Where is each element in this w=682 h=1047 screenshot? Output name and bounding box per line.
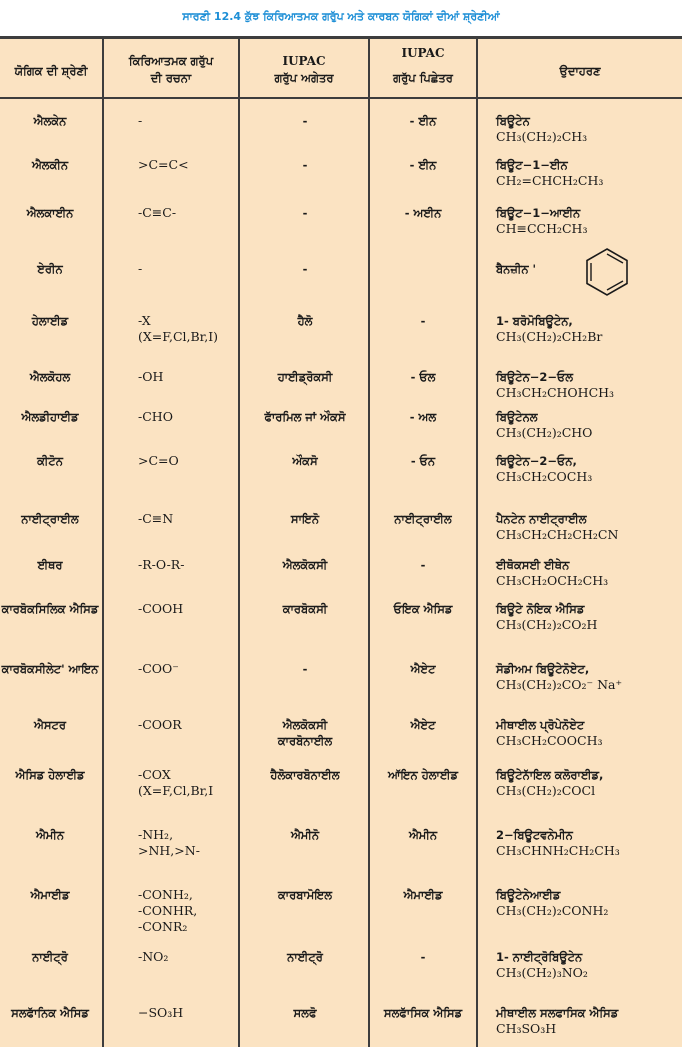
table-cell-iupac-prefix [242, 1005, 368, 1021]
cell-text-line: - [138, 261, 143, 276]
column-divider [102, 39, 104, 1047]
cell-text: ਐਮੀਨ [35, 828, 65, 842]
cell-text-line: -C≡C- [138, 205, 177, 220]
table-cell-compound-class [0, 261, 100, 277]
table-cell-iupac-prefix [242, 369, 368, 385]
cell-text-line: ਪੈਨਟੇਨ ਨਾਈਟ੍ਰਾਈਲ [496, 512, 587, 526]
cell-text-line: - [302, 158, 308, 172]
cell-text-line: CH₃CH₂OCH₂CH₃ [496, 573, 609, 588]
table-cell-compound-class [0, 601, 100, 617]
cell-text-line: ਸਲਫਾੱਸਿਕ ਐਸਿਡ [383, 1006, 463, 1020]
cell-text-line: CH₃(CH₂)₂CO₂H [496, 617, 598, 632]
cell-text-line: CH₃CH₂COCH₃ [496, 469, 593, 484]
table-cell-example [496, 453, 680, 485]
cell-text: ਐਮਾਈਡ [30, 888, 70, 902]
cell-text-line: - [302, 262, 308, 276]
table-cell-example [496, 511, 680, 543]
cell-text-line: - ਈਨ [409, 114, 437, 128]
cell-text: ਐਲਕਾਈਨ [26, 206, 74, 220]
cell-text-line: CH₃(CH₂)₃NO₂ [496, 965, 588, 980]
cell-text-line: ਐਮਾਈਡ [403, 888, 443, 902]
table-cell-iupac-suffix [372, 717, 474, 733]
cell-text-line: ਔਕਸੋ [292, 454, 318, 468]
table-cell-group-structure [138, 205, 238, 221]
table-cell-iupac-suffix [372, 409, 474, 425]
table-cell-example [496, 409, 680, 441]
cell-text-line: ਬਿਊਟੇਨਾੱਇਲ ਕਲੋਰਾਈਡ, [496, 768, 604, 782]
table-cell-iupac-suffix [372, 767, 474, 783]
table-cell-iupac-suffix [372, 557, 474, 573]
table-cell-group-structure [138, 661, 238, 677]
table-cell-iupac-suffix [372, 313, 474, 329]
cell-text: ਐਸਿਡ ਹੇਲਾਈਡ [15, 768, 85, 782]
table-cell-example [496, 313, 680, 345]
cell-text: ਕਾਰਬੋਕਸੀਲੇਟ' ਆਇਨ [1, 662, 99, 676]
cell-text: ਨਾਈਟ੍ਰੋ [32, 950, 68, 964]
table-cell-example [496, 601, 680, 633]
cell-text-line: -COO⁻ [138, 661, 179, 676]
cell-text-line: - [302, 662, 308, 676]
table-cell-iupac-suffix [372, 157, 474, 173]
cell-text-line: ਬਿਊਟੇਨ−2−ਓਨ, [496, 454, 577, 468]
table-cell-iupac-prefix [242, 511, 368, 527]
table-cell-compound-class [0, 453, 100, 469]
header-iupac-suffix-line2: ਗਰੁੱਪ ਪਿਛੇਤਰ [393, 71, 453, 85]
cell-text-line: CH₃(CH₂)₂CO₂⁻ Na⁺ [496, 677, 623, 692]
table-cell-compound-class [0, 557, 100, 573]
cell-text-line: ਬਿਊਟੇਨ−2−ਓਲ [496, 370, 574, 384]
cell-text: ਐਲਡੀਹਾਈਡ [21, 410, 79, 424]
table-cell-compound-class [0, 887, 100, 903]
cell-text-line: - ਅਈਨ [404, 206, 442, 220]
cell-text-line: ਫਾੱਰਮਿਲ ਜਾਂ ਔਕਸੋ [264, 410, 346, 424]
cell-text-line: >C=O [138, 453, 179, 468]
cell-text-line: - ਅਲ [409, 410, 437, 424]
cell-text-line: -CONR₂ [138, 919, 188, 934]
cell-text-line: CH≡CCH₂CH₃ [496, 221, 588, 236]
table-cell-example [496, 113, 680, 145]
cell-text-line: ਐਲਕੋਕਸੀ [282, 718, 328, 732]
cell-text-line: ਕਾਰਬੋਕਸੀ [282, 602, 328, 616]
table-cell-group-structure [138, 827, 238, 859]
header-example: ਉਦਾਹਰਣ [559, 64, 601, 78]
cell-text-line: ਓਇਕ ਐਸਿਡ [393, 602, 453, 616]
table-cell-example [496, 887, 680, 919]
cell-text-line: 1- ਬਰੋਮੋਬਿਊਟੇਨ, [496, 314, 573, 328]
cell-text-line: ਸਲਫੋ [293, 1006, 317, 1020]
cell-text-line: ਬਿਊਟ−1−ਆਈਨ [496, 206, 581, 220]
cell-text-line: CH₃CH₂CHOHCH₃ [496, 385, 615, 400]
table-cell-group-structure [138, 453, 238, 469]
table-cell-compound-class [0, 661, 100, 677]
cell-text-line: >NH,>N- [138, 843, 200, 858]
cell-text: ਐਸਟਰ [33, 718, 67, 732]
cell-text-line: ਮੀਥਾਈਲ ਸਲਫਾਸਿਕ ਐਸਿਡ [496, 1006, 619, 1020]
table-cell-iupac-prefix [242, 717, 368, 749]
table-cell-iupac-prefix [242, 887, 368, 903]
table-cell-example [496, 767, 680, 799]
table-cell-example [496, 717, 680, 749]
table-cell-compound-class [0, 157, 100, 173]
table-cell-compound-class [0, 369, 100, 385]
cell-text-line: ਈਥੋਕਸਈ ਈਥੇਨ [496, 558, 570, 572]
cell-text-line: - [420, 950, 426, 964]
cell-text-line: ਬਿਊਟੇਨੇਆਈਡ [496, 888, 561, 902]
table-cell-iupac-suffix [372, 205, 474, 221]
header-group-structure-line1: ਕਿਰਿਆਤਮਕ ਗਰੁੱਪ [128, 54, 214, 68]
functional-groups-table [0, 36, 682, 1047]
cell-text-line: ਬਿਊਟੇਨਲ [496, 410, 538, 424]
cell-text-line: CH₃(CH₂)₂CHO [496, 425, 593, 440]
cell-text-line: CH₃CH₂COOCH₃ [496, 733, 603, 748]
table-cell-iupac-prefix [242, 113, 368, 129]
cell-text-line: - [420, 558, 426, 572]
cell-text-line: (X=F,Cl,Br,I [138, 783, 214, 798]
cell-text-line: ਐਏਟ [410, 718, 436, 732]
cell-text-line: -CONHR, [138, 903, 198, 918]
table-cell-group-structure [138, 113, 238, 129]
cell-text-line: -C≡N [138, 511, 174, 526]
cell-text-line: - [138, 113, 143, 128]
header-separator [0, 97, 682, 99]
cell-text-line: ਕਾਰਬਾਮੋਇਲ [277, 888, 333, 902]
table-cell-iupac-suffix [372, 827, 474, 843]
cell-text-line: ਐਲਕੋਕਸੀ [282, 558, 328, 572]
table-cell-example [496, 369, 680, 401]
table-cell-group-structure [138, 949, 238, 965]
table-cell-iupac-suffix [372, 601, 474, 617]
header-iupac-prefix [240, 53, 368, 87]
table-cell-group-structure [138, 887, 238, 935]
table-cell-iupac-suffix [372, 887, 474, 903]
table-cell-iupac-suffix [372, 661, 474, 677]
table-cell-group-structure [138, 717, 238, 733]
column-divider [476, 39, 478, 1047]
header-iupac-prefix-line1: IUPAC [282, 54, 326, 68]
cell-text-line: -COOH [138, 601, 184, 616]
table-cell-example [496, 949, 680, 981]
table-cell-iupac-prefix [242, 949, 368, 965]
cell-text-line: ਬਿਊਟੇਨ [496, 114, 530, 128]
cell-text-line: -CONH₂, [138, 887, 193, 902]
table-cell-example [496, 557, 680, 589]
cell-text-line: CH₃(CH₂)₂CH₂Br [496, 329, 603, 344]
cell-text-line: ਹੈਲੋ [297, 314, 313, 328]
cell-text-line: ਬੈਨਜ਼ੀਨ ' [496, 262, 537, 276]
header-group-structure-line2: ਦੀ ਰਚਨਾ [150, 71, 192, 85]
cell-text-line: -COOR [138, 717, 182, 732]
cell-text: ਏਰੀਨ [37, 262, 63, 276]
cell-text-line: - [302, 206, 308, 220]
cell-text-line: CH₃CH₂CH₂CH₂CN [496, 527, 619, 542]
table-cell-iupac-prefix [242, 557, 368, 573]
cell-text-line: −SO₃H [138, 1005, 184, 1020]
cell-text-line: -CHO [138, 409, 173, 424]
table-cell-compound-class [0, 767, 100, 783]
cell-text: ਸਲਫਾੱਨਿਕ ਐਸਿਡ [11, 1006, 89, 1020]
cell-text-line: ਆੱਇਨ ਹੇਲਾਈਡ [388, 768, 458, 782]
cell-text: ਕੀਟੋਨ [37, 454, 63, 468]
table-cell-group-structure [138, 767, 238, 799]
cell-text: ਈਥਰ [37, 558, 63, 572]
cell-text-line: - [302, 114, 308, 128]
table-cell-group-structure [138, 1005, 238, 1021]
table-cell-iupac-suffix [372, 949, 474, 965]
cell-text-line: ਸੋਡੀਅਮ ਬਿਊਟੇਨੋਏਟ, [496, 662, 590, 676]
table-cell-example [496, 157, 680, 189]
cell-text-line: CH₃SO₃H [496, 1021, 557, 1036]
table-cell-iupac-suffix [372, 1005, 474, 1021]
cell-text-line: CH₃(CH₂)₂CONH₂ [496, 903, 609, 918]
table-cell-group-structure [138, 261, 238, 277]
cell-text-line: (X=F,Cl,Br,I) [138, 329, 219, 344]
cell-text: ਐਲਕੀਨ [31, 158, 69, 172]
cell-text-line: - ਓਨ [410, 454, 436, 468]
cell-text-line: ਕਾਰਬੋਨਾਈਲ [277, 734, 333, 748]
cell-text-line: ਨਾਈਟ੍ਰੋ [287, 950, 323, 964]
table-cell-iupac-prefix [242, 453, 368, 469]
table-cell-iupac-suffix [372, 369, 474, 385]
benzene-ring-icon [582, 246, 632, 298]
table-cell-compound-class [0, 717, 100, 733]
cell-text: ਐਲਕੇਨ [33, 114, 67, 128]
table-cell-iupac-prefix [242, 827, 368, 843]
cell-text: ਹੇਲਾਈਡ [31, 314, 69, 328]
cell-text-line: ਮੀਥਾਈਲ ਪ੍ਰੋਪੇਨੋਏਟ [496, 718, 585, 732]
header-group-structure [104, 53, 238, 87]
table-cell-compound-class [0, 827, 100, 843]
cell-text-line: ਐਏਟ [410, 662, 436, 676]
cell-text-line: CH₃CHNH₂CH₂CH₃ [496, 843, 620, 858]
table-cell-iupac-prefix [242, 601, 368, 617]
cell-text-line: ਹੈਲੋਕਾਰਬੋਨਾਈਲ [270, 768, 340, 782]
table-cell-group-structure [138, 601, 238, 617]
cell-text-line: - ਈਨ [409, 158, 437, 172]
cell-text-line: -R-O-R- [138, 557, 185, 572]
table-cell-group-structure [138, 157, 238, 173]
table-caption: ਸਾਰਣੀ 12.4 ਕੁੱਝ ਕਿਰਿਆਤਮਕ ਗਰੁੱਪ ਅਤੇ ਕਾਰਬਨ ਯੋਗਿਕਾਂ ਦੀਆਂ ਸ਼੍ਰੇਣੀਆਂ [0, 0, 682, 36]
table-cell-compound-class [0, 949, 100, 965]
cell-text-line: -NH₂, [138, 827, 174, 842]
table-cell-compound-class [0, 313, 100, 329]
table-cell-example [496, 205, 680, 237]
header-iupac-prefix-line2: ਗਰੁੱਪ ਅਗੇਤਰ [274, 71, 334, 85]
table-cell-iupac-prefix [242, 261, 368, 277]
table-cell-iupac-prefix [242, 205, 368, 221]
table-cell-iupac-suffix [372, 113, 474, 129]
table-cell-iupac-prefix [242, 661, 368, 677]
table-cell-group-structure [138, 313, 238, 345]
table-cell-group-structure [138, 511, 238, 527]
cell-text-line: ਐਮੀਨੋ [290, 828, 320, 842]
table-cell-compound-class [0, 205, 100, 221]
table-cell-example [496, 1005, 680, 1037]
table-cell-iupac-suffix [372, 511, 474, 527]
table-cell-iupac-prefix [242, 313, 368, 329]
table-cell-group-structure [138, 369, 238, 385]
header-iupac-suffix [370, 45, 476, 87]
cell-text-line: CH₂=CHCH₂CH₃ [496, 173, 604, 188]
table-cell-group-structure [138, 409, 238, 425]
table-cell-iupac-prefix [242, 157, 368, 173]
cell-text-line: CH₃(CH₂)₂CH₃ [496, 129, 588, 144]
cell-text-line: 2−ਬਿਊਟਵਨੇਮੀਨ [496, 828, 573, 842]
table-cell-compound-class [0, 511, 100, 527]
cell-text-line: 1- ਨਾਈਟ੍ਰੋਬਿਊਟੇਨ [496, 950, 583, 964]
table-cell-compound-class [0, 1005, 100, 1021]
column-divider [368, 39, 370, 1047]
table-cell-iupac-prefix [242, 409, 368, 425]
table-cell-compound-class [0, 409, 100, 425]
table-cell-iupac-suffix [372, 453, 474, 469]
cell-text-line: ਸਾਇਨੋ [290, 512, 320, 526]
table-cell-example [496, 661, 680, 693]
cell-text-line: -X [138, 313, 151, 328]
table-cell-example [496, 827, 680, 859]
cell-text: ਨਾਈਟ੍ਰਾਈਲ [21, 512, 79, 526]
cell-text-line: -OH [138, 369, 164, 384]
cell-text-line: ਬਿਊਟੇ ਨੋਇਕ ਐਸਿਡ [496, 602, 585, 616]
column-divider [238, 39, 240, 1047]
cell-text-line: ਐਮੀਨ [408, 828, 438, 842]
table-cell-group-structure [138, 557, 238, 573]
header-iupac-suffix-line1: IUPAC [401, 46, 445, 60]
table-cell-compound-class [0, 113, 100, 129]
cell-text: ਕਾਰਬੋਕਸਿਲਿਕ ਐਸਿਡ [1, 602, 99, 616]
cell-text-line: - ਓਲ [410, 370, 436, 384]
cell-text: ਐਲਕੋਹਲ [29, 370, 71, 384]
cell-text-line: >C=C< [138, 157, 189, 172]
table-cell-iupac-prefix [242, 767, 368, 783]
cell-text-line: ਨਾਈਟ੍ਰਾਈਲ [394, 512, 452, 526]
cell-text-line: -NO₂ [138, 949, 169, 964]
cell-text-line: ਬਿਊਟ−1−ਈਨ [496, 158, 568, 172]
cell-text-line: -COX [138, 767, 171, 782]
cell-text-line: CH₃(CH₂)₂COCl [496, 783, 596, 798]
cell-text-line: - [420, 314, 426, 328]
header-compound-class: ਯੋਗਿਕ ਦੀ ਸ਼੍ਰੇਣੀ [14, 64, 88, 78]
cell-text-line: ਹਾਈਡ੍ਰੋਕਸੀ [277, 370, 333, 384]
